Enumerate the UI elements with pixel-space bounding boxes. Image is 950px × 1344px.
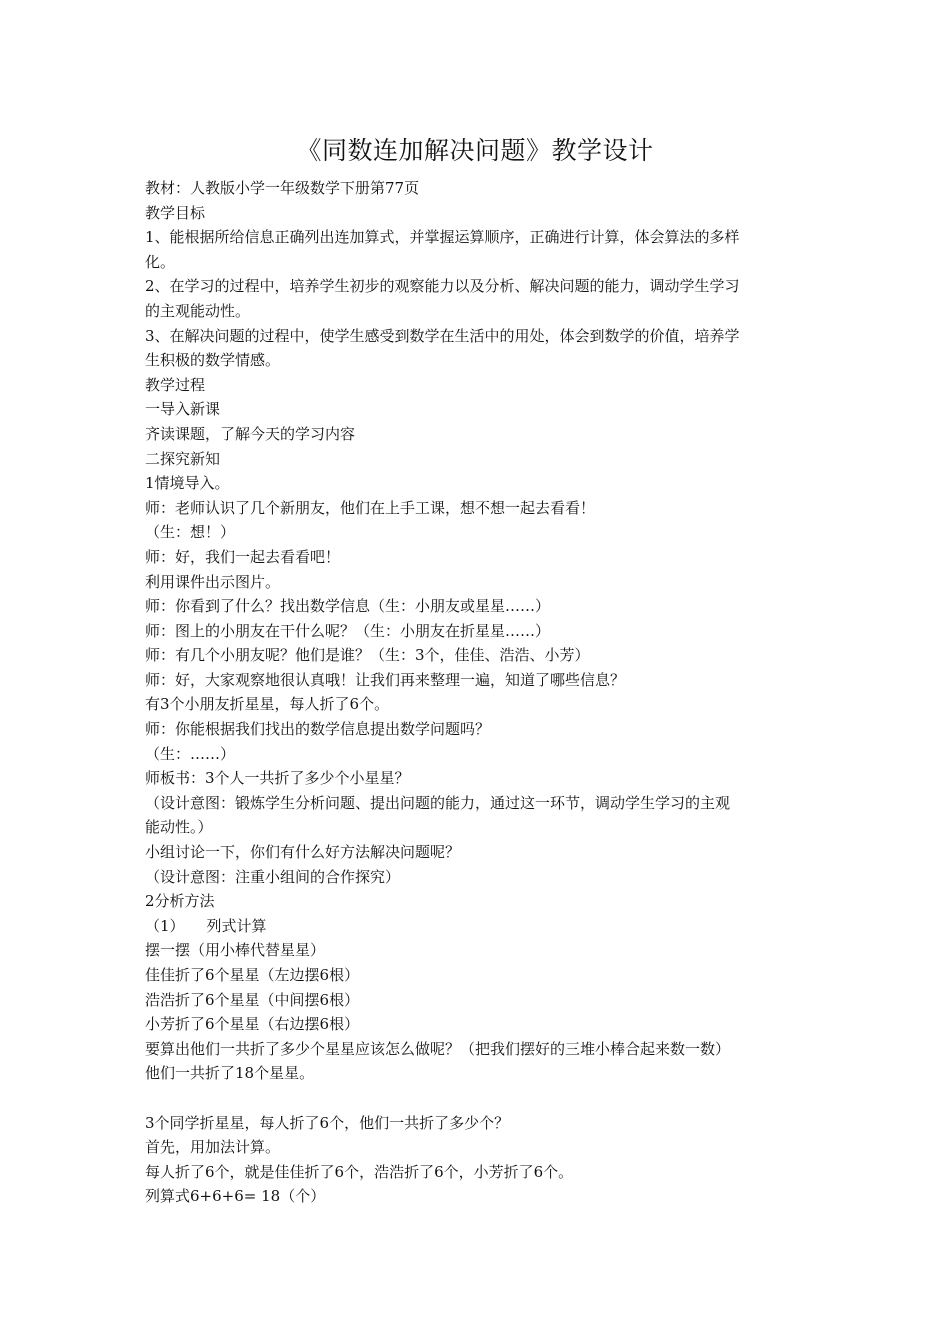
paragraph-line: 1、能根据所给信息正确列出连加算式，并掌握运算顺序，正确进行计算，体会算法的多样 — [145, 228, 740, 247]
document-body — [145, 176, 810, 1209]
section-heading: 教学过程 — [145, 375, 206, 394]
paragraph-line: 小组讨论一下，你们有什么好方法解决问题呢？ — [145, 843, 461, 862]
paragraph-line: 1情境导入。 — [145, 474, 230, 493]
paragraph-line: 师：你能根据我们找出的数学信息提出数学问题吗？ — [145, 720, 491, 739]
paragraph-line: 师：图上的小朋友在干什么呢？（生：小朋友在折星星……） — [145, 621, 551, 640]
paragraph-line: 齐读课题，了解今天的学习内容 — [145, 424, 356, 443]
paragraph-line: 3个同学折星星，每人折了6个，他们一共折了多少个？ — [145, 1113, 510, 1132]
paragraph-line: 小芳折了6个星星（右边摆6根） — [145, 1015, 360, 1034]
list-item-number: （1） — [145, 916, 185, 935]
paragraph-line: 师：有几个小朋友呢？他们是谁？（生：3个，佳佳、浩浩、小芳） — [145, 646, 590, 665]
paragraph-line: （设计意图：锻炼学生分析问题、提出问题的能力，通过这一环节，调动学生学习的主观 — [145, 793, 731, 812]
paragraph-line: 有3个小朋友折星星，每人折了6个。 — [145, 695, 390, 714]
paragraph-line: 利用课件出示图片。 — [145, 572, 281, 591]
blank-line — [145, 1086, 810, 1111]
paragraph-line: 佳佳折了6个星星（左边摆6根） — [145, 966, 360, 984]
paragraph-line: 摆一摆（用小棒代替星星） — [145, 941, 326, 960]
paragraph-line: 2、在学习的过程中，培养学生初步的观察能力以及分析、解决问题的能力，调动学生学习 — [145, 277, 740, 296]
paragraph-line: 能动性。） — [145, 818, 213, 837]
list-item-label: 列式计算 — [206, 916, 267, 935]
paragraph-line: 3、在解决问题的过程中，使学生感受到数学在生活中的用处，体会到数学的价值，培养学 — [145, 326, 740, 345]
section-heading: 二探究新知 — [145, 449, 221, 468]
paragraph-line: 浩浩折了6个星星（中间摆6根） — [145, 990, 360, 1009]
paragraph-line: 师：好，大家观察地很认真哦！让我们再来整理一遍，知道了哪些信息？ — [145, 670, 626, 689]
section-heading: 教学目标 — [145, 203, 206, 222]
paragraph-line: 生积极的数学情感。 — [145, 351, 281, 370]
paragraph-line: 师：你看到了什么？找出数学信息（生：小朋友或星星……） — [145, 597, 551, 616]
paragraph-line: （设计意图：注重小组间的合作探究） — [145, 867, 401, 886]
paragraph-line: 师：好，我们一起去看看吧！ — [145, 547, 341, 566]
paragraph-line: 师：老师认识了几个新朋友，他们在上手工课，想不想一起去看看！ — [145, 498, 596, 517]
paragraph-line: 化。 — [145, 252, 176, 271]
paragraph-line: 教材：人教版小学一年级数学下册第77页 — [145, 179, 420, 197]
paragraph-line: 列算式6+6+6= 18（个） — [145, 1187, 326, 1206]
list-item — [145, 914, 810, 939]
document-title: 《同数连加解决问题》教学设计 — [296, 136, 654, 165]
paragraph-line: 要算出他们一共折了多少个星星应该怎么做呢？（把我们摆好的三堆小棒合起来数一数） — [145, 1039, 731, 1058]
paragraph-line: 师板书：3个人一共折了多少个小星星？ — [145, 769, 410, 788]
paragraph-line: 他们一共折了18个星星。 — [145, 1064, 315, 1083]
paragraph-line: （生：……） — [145, 744, 236, 763]
paragraph-line: 每人折了6个，就是佳佳折了6个，浩浩折了6个，小芳折了6个。 — [145, 1162, 574, 1181]
paragraph-line: 的主观能动性。 — [145, 301, 251, 320]
paragraph-line: （生：想！） — [145, 523, 236, 542]
section-heading: 一导入新课 — [145, 400, 221, 419]
paragraph-line: 首先，用加法计算。 — [145, 1138, 281, 1157]
section-heading: 2分析方法 — [145, 892, 215, 911]
